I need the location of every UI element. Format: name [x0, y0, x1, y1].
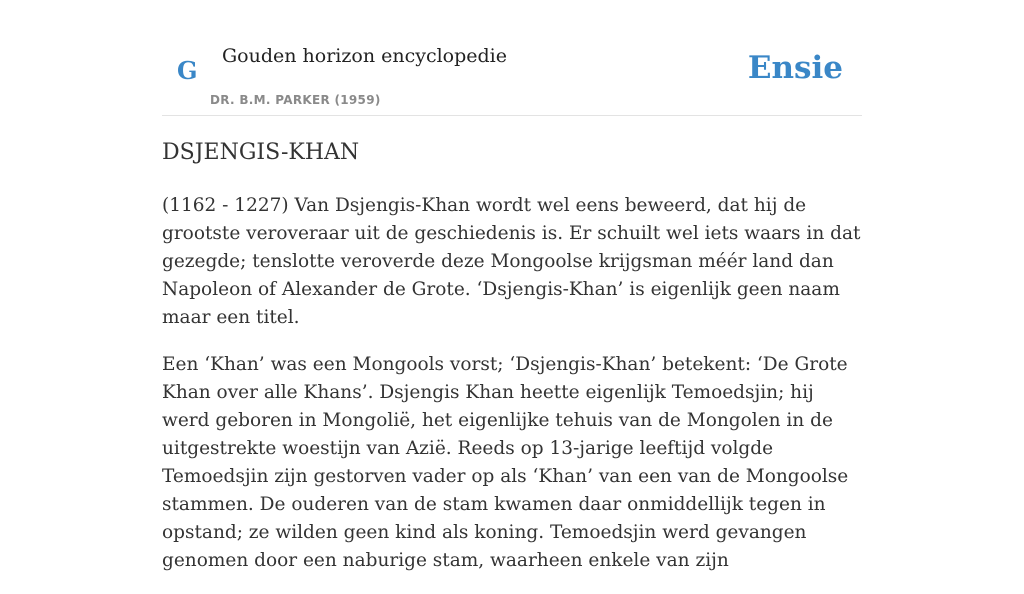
book-logo-icon[interactable]: G [177, 56, 198, 85]
source-header [162, 0, 862, 116]
entry-paragraph: (1162 - 1227) Van Dsjengis-Khan wordt wel eens beweerd, dat hij de grootste veroveraar uit de geschiedenis is. Er schuilt wel iets waars in dat gezegde; tenslotte veroverde deze Mongoolse krijgsman méér land dan Napoleon of Alexander de Grote. ‘Dsjengis-Khan’ is eigenlijk geen naam maar een titel. [162, 195, 861, 328]
book-title[interactable]: Gouden horizon encyclopedie [222, 45, 507, 67]
ensie-logo-link[interactable]: Ensie [747, 50, 843, 86]
page-container [162, 0, 862, 571]
entry-paragraph: Een ‘Khan’ was een Mongools vorst; ‘Dsjengis-Khan’ betekent: ‘De Grote Khan over alle Khans’. Dsjengis Khan heette eigenlijk Temoedsjin; hij werd geboren in Mongolië, het eigenlijke tehuis van de Mongolen in de uitgestrekte woestijn van Azië. Reeds op 13-jarige leeftijd volgde Temoedsjin zijn gestorven vader op als ‘Khan’ van een van de Mongoolse stammen. De ouderen van de stam kwamen daar onmiddellijk tegen in opstand; ze wilden geen kind als koning. Temoedsjin werd gevangen genomen door een naburige stam, waarheen enkele van zijn [162, 354, 849, 571]
entry-title: DSJENGIS-KHAN [162, 140, 360, 165]
entry-body [162, 192, 862, 594]
book-author: DR. B.M. PARKER (1959) [210, 93, 381, 107]
